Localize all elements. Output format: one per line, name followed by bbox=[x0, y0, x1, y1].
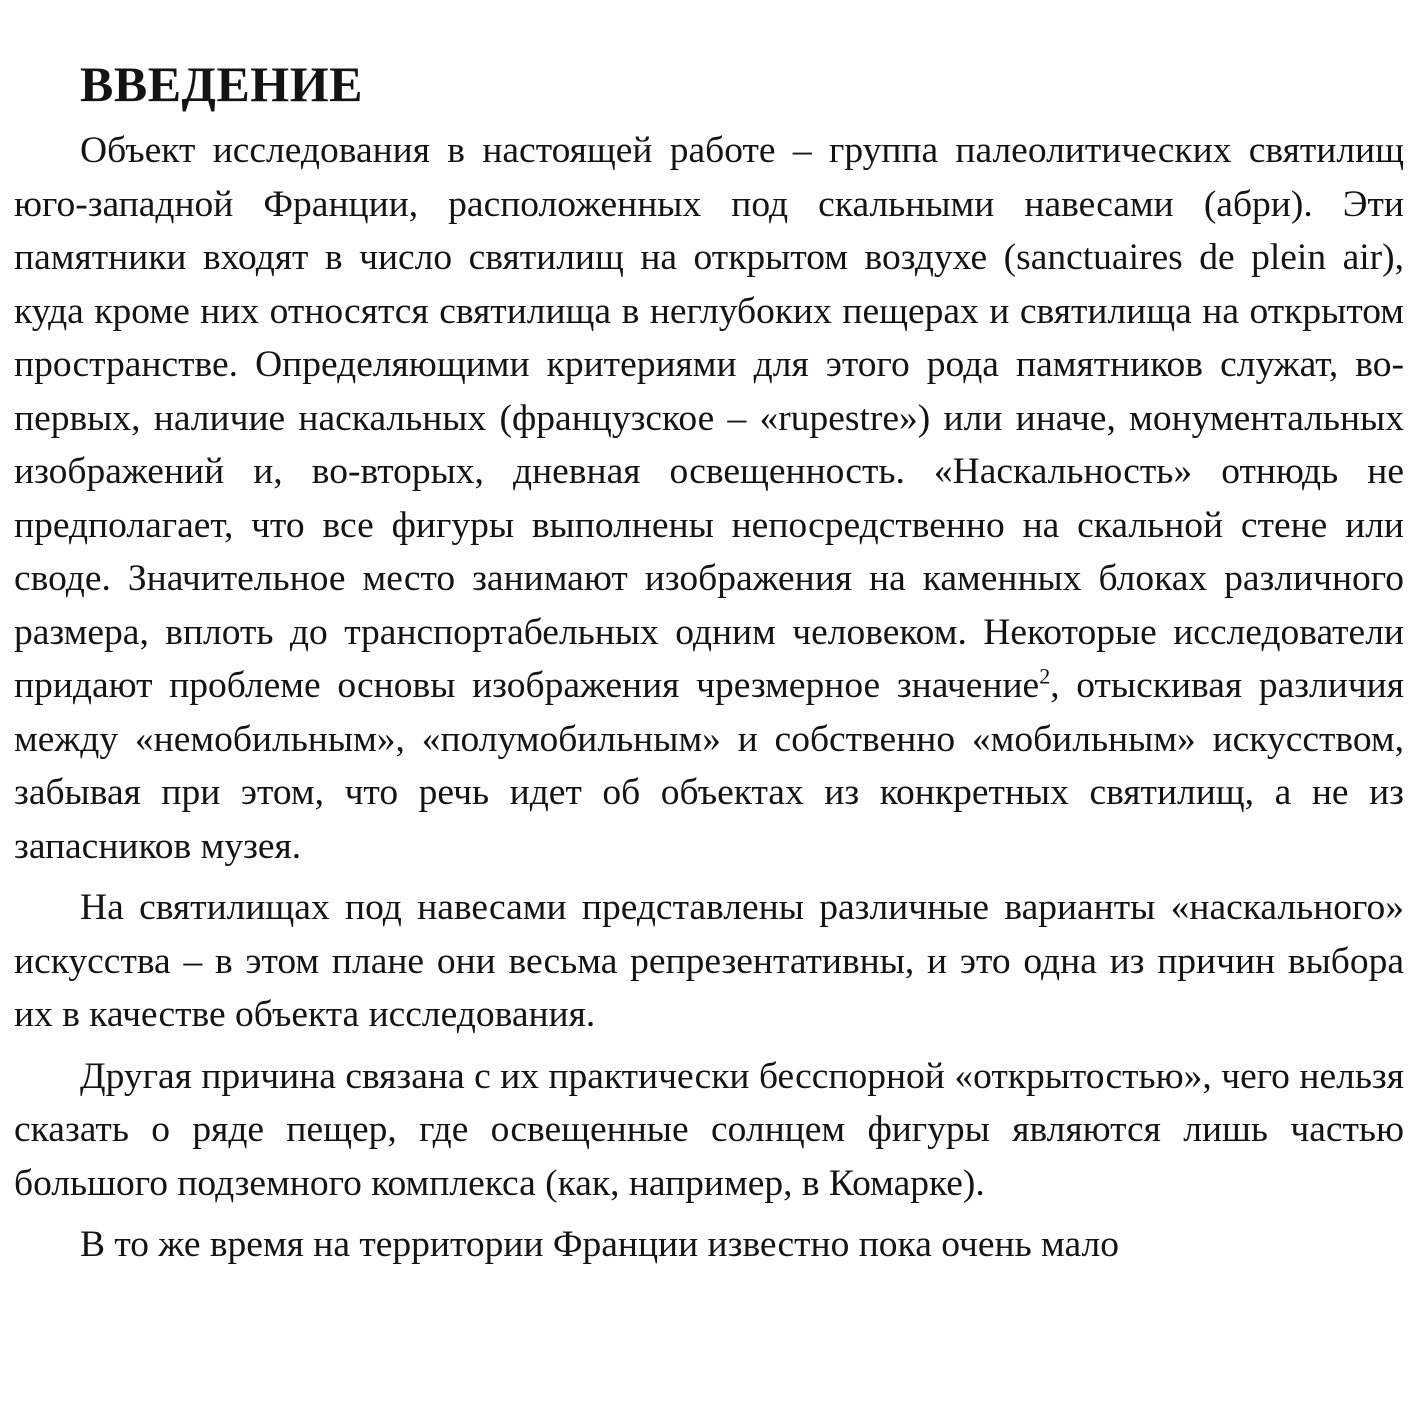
paragraph-1 bbox=[14, 124, 1404, 873]
paragraph-2: На святилищах под навесами представлены различные варианты «наскального» искусства – в этом плане они весьма репрезентативны, и это одна из причин выбора их в качестве объекта исследования. bbox=[14, 887, 1404, 1035]
footnote-marker[interactable]: 2 bbox=[1039, 663, 1051, 689]
section-heading: ВВЕДЕНИЕ bbox=[80, 56, 363, 112]
paragraph-1-text-continued: , отыскивая различия между «немобильным», «полумобильным» и собственно «мобильным» искусством, забывая при этом, что речь идет об объектах из конкретных святилищ, а не из запасников музея. bbox=[14, 665, 1404, 867]
paragraph-3: Другая причина связана с их практически бесспорной «открытостью», чего нельзя сказать о ряде пещер, где освещенные солнцем фигуры являются лишь частью большого подземного комплекса (как, например, в Комарке). bbox=[14, 1055, 1404, 1204]
paragraph-1-text: Объект исследования в настоящей работе – группа палеолитических святилищ юго-западной Франции, расположенных под скальными навесами (абри). Эти памятники входят в число святилищ на открытом воздухе (sanctuaires de plein air), куда кроме них относятся святилища в неглубоких пещерах и святилища на открытом пространстве. Определяющими критериями для этого рода памятников служат, во-первых, наличие наскальных (французское – «rupestre») или иначе, монументальных изображений и, во-вторых, дневная освещенность. «Наскальность» отнюдь не предполагает, что все фигуры выполнены непосредственно на скальной стене или своде. Значительное место занимают изображения на каменных блоках различного размера, вплоть до транспортабельных одним человеком. Некоторые исследователи придают проблеме основы изображения чрезмерное значение bbox=[14, 130, 1404, 706]
paragraph-4: В то же время на территории Франции известно пока очень мало bbox=[80, 1224, 1119, 1265]
document-page bbox=[14, 48, 1404, 1280]
